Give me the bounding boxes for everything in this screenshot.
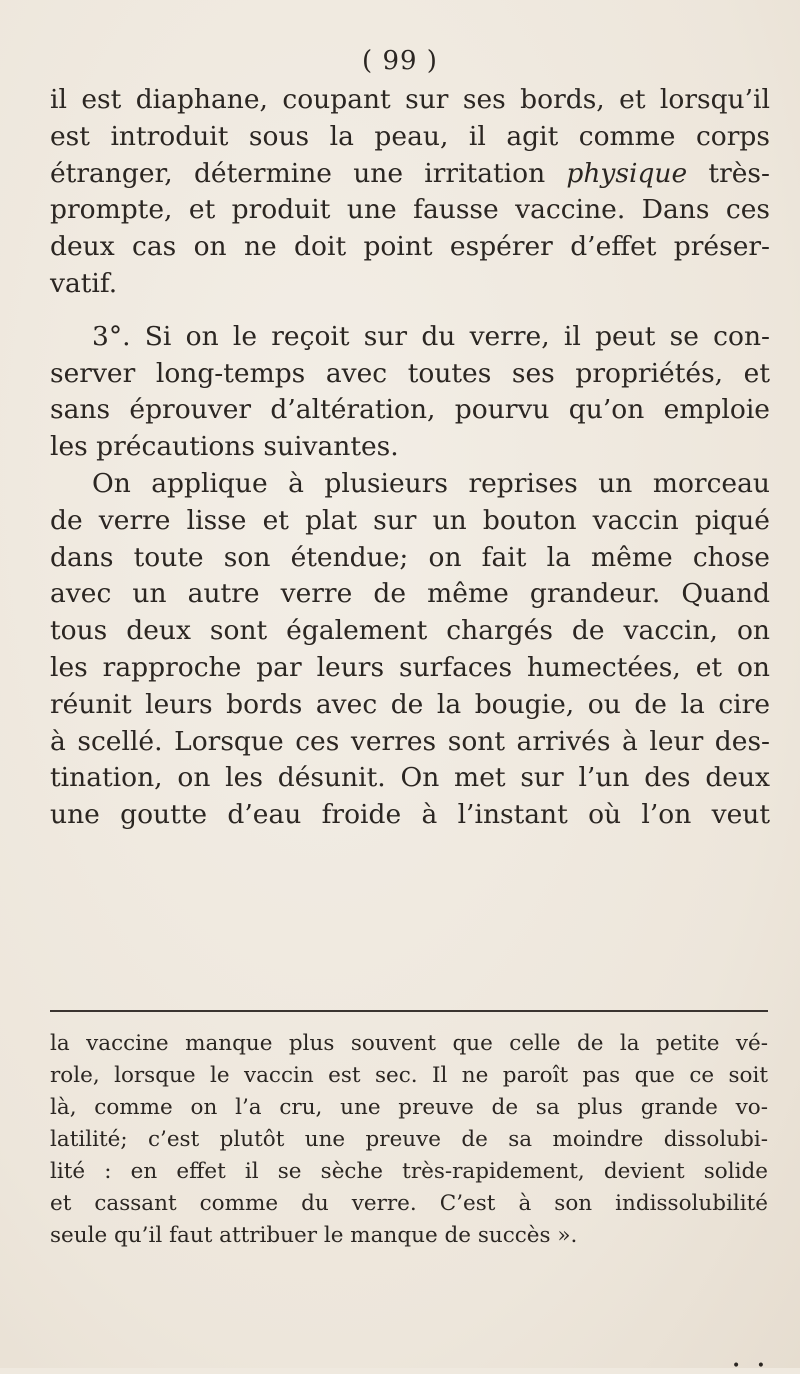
text-line: tination, on les désunit. On met sur l’un des deux	[50, 762, 770, 794]
text-fragment: étranger, détermine une irritation	[50, 157, 567, 189]
text-line: à scellé. Lorsque ces verres sont arrivés à leur des-	[50, 725, 770, 757]
footnote-divider	[50, 1010, 768, 1012]
paragraph-gap	[50, 303, 770, 319]
text-line: deux cas on ne doit point espérer d’effet préser-	[50, 231, 770, 263]
emphasis-word: physique	[566, 157, 688, 189]
footnote-line: là, comme on l’a cru, une preuve de sa plus grande vo-	[50, 1095, 768, 1120]
text-line: 3°. Si on le reçoit sur du verre, il peut se con-	[92, 320, 770, 352]
text-line: server long-temps avec toutes ses propriétés, et	[50, 357, 770, 389]
text-line: sans éprouver d’altération, pourvu qu’on emploie	[50, 394, 770, 426]
text-line: les précautions suivantes.	[50, 431, 399, 463]
text-fragment: très-	[687, 157, 770, 189]
text-line: On applique à plusieurs reprises un morceau	[92, 467, 770, 499]
printer-marks: • •	[732, 1358, 771, 1374]
text-line	[50, 156, 770, 193]
text-line: vatif.	[50, 267, 118, 299]
text-line: de verre lisse et plat sur un bouton vaccin piqué	[50, 504, 770, 536]
text-line: réunit leurs bords avec de la bougie, ou de la cire	[50, 688, 770, 720]
text-line: il est diaphane, coupant sur ses bords, et lorsqu’il	[50, 84, 770, 115]
page-number: ( 99 )	[362, 46, 438, 76]
text-line: avec un autre verre de même grandeur. Quand	[50, 578, 770, 610]
footnote-line: la vaccine manque plus souvent que celle de la petite vé-	[50, 1031, 768, 1056]
footnote-line: role, lorsque le vaccin est sec. Il ne paroît pas que ce soit	[50, 1063, 768, 1088]
text-line: dans toute son étendue; on fait la même chose	[50, 541, 770, 573]
text-line: une goutte d’eau froide à l’instant où l’on veut	[50, 799, 770, 831]
footnote-line: seule qu’il faut attribuer le manque de succès ».	[50, 1223, 578, 1248]
footnote	[50, 1028, 768, 1252]
footnote-line: et cassant comme du verre. C’est à son indissolubilité	[50, 1191, 768, 1216]
text-line: tous deux sont également chargés de vaccin, on	[50, 615, 770, 647]
text-line: prompte, et produit une fausse vaccine. Dans ces	[50, 194, 770, 226]
main-text	[50, 82, 770, 834]
footnote-line: latilité; c’est plutôt une preuve de sa moindre dissolubi-	[50, 1127, 768, 1152]
text-line: est introduit sous la peau, il agit comme corps	[50, 120, 770, 152]
footnote-line: lité : en effet il se sèche très-rapidement, devient solide	[50, 1159, 768, 1184]
text-line: les rapproche par leurs surfaces humectées, et on	[50, 651, 770, 683]
